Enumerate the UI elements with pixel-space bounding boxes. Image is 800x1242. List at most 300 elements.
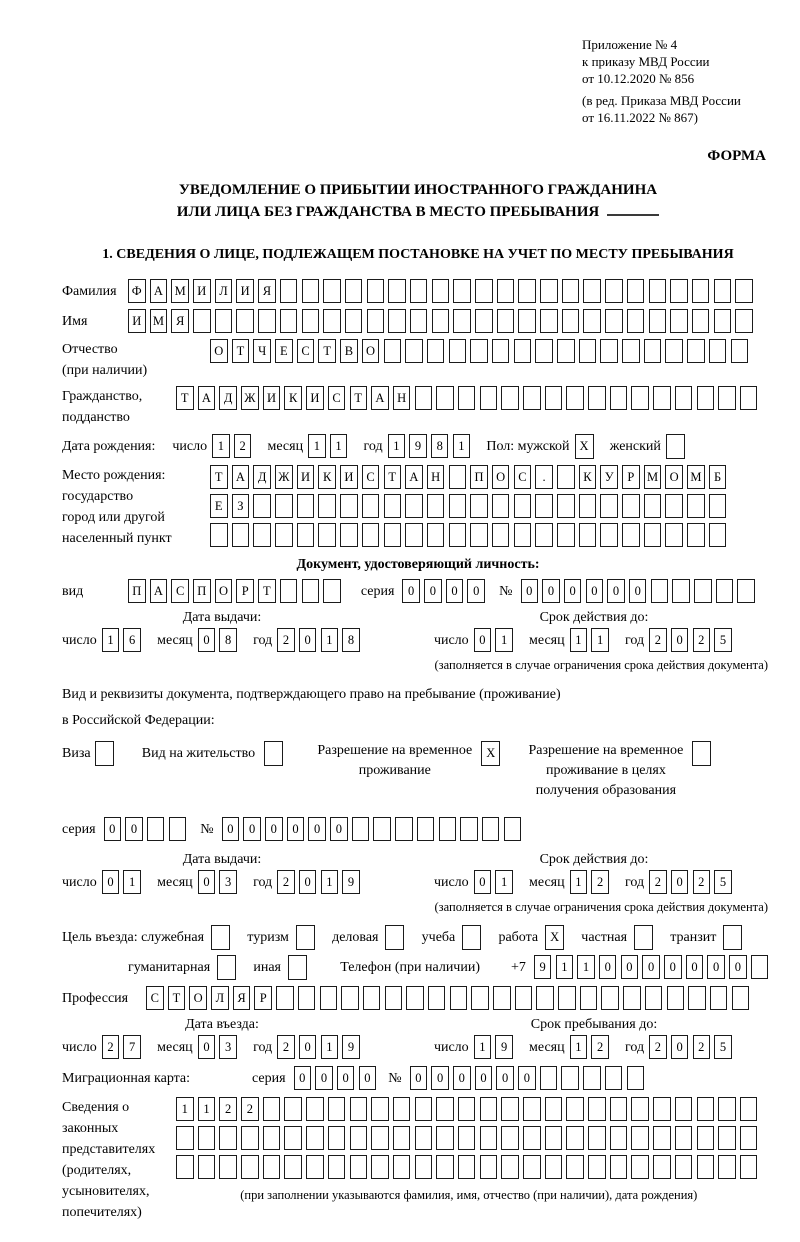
citizenship-boxes	[176, 386, 762, 410]
birth-place-block	[62, 465, 774, 552]
char-box	[665, 339, 683, 363]
char-box	[583, 1066, 601, 1090]
permit-number-boxes	[222, 817, 526, 841]
char-box	[384, 494, 402, 518]
char-box: 0	[621, 955, 639, 979]
char-box	[605, 1066, 623, 1090]
id-valid-year-boxes	[649, 628, 736, 652]
char-box	[600, 339, 618, 363]
stay-month-boxes	[570, 1035, 613, 1059]
char-box: 0	[467, 579, 485, 603]
form-title-line2: ИЛИ ЛИЦА БЕЗ ГРАЖДАНСТВА В МЕСТО ПРЕБЫВАНИЯ	[62, 201, 774, 223]
char-box	[388, 279, 406, 303]
char-box: С	[328, 386, 346, 410]
char-box	[417, 817, 435, 841]
char-box: И	[306, 386, 324, 410]
phone-prefix: +7	[511, 960, 526, 975]
char-box	[644, 494, 662, 518]
visa-checkbox	[95, 741, 118, 766]
char-box: 0	[294, 1066, 312, 1090]
char-box: 2	[591, 870, 609, 894]
patronymic-label: Отчество (при наличии)	[62, 342, 148, 378]
char-box: 0	[446, 579, 464, 603]
char-box: А	[198, 386, 216, 410]
char-box	[580, 986, 598, 1010]
char-box	[545, 1097, 563, 1121]
citizenship-label: Гражданство, подданство	[62, 389, 143, 425]
char-box: 0	[707, 955, 725, 979]
restriction-note: (заполняется в случае ограничения срока действия документа)	[434, 658, 768, 672]
char-box	[432, 309, 450, 333]
char-box	[323, 309, 341, 333]
surname-boxes	[128, 279, 757, 303]
entry-dates-head	[62, 1017, 774, 1033]
char-box	[415, 1097, 433, 1121]
patronymic-boxes	[210, 339, 752, 363]
char-box: X	[481, 741, 500, 766]
id-valid-day-boxes	[474, 628, 517, 652]
purpose-other-checkbox	[288, 955, 311, 980]
char-box	[302, 279, 320, 303]
char-box	[405, 494, 423, 518]
purpose-study-checkbox	[462, 925, 485, 950]
char-box: 1	[570, 870, 588, 894]
char-box: Л	[215, 279, 233, 303]
valid-until-label: Срок действия до:	[539, 852, 649, 867]
char-box	[579, 494, 597, 518]
char-box	[692, 741, 711, 766]
residence-doc-line1: Вид и реквизиты документа, подтверждающего право на пребывание (проживание)	[62, 687, 561, 702]
char-box	[523, 1097, 541, 1121]
char-box	[302, 579, 320, 603]
char-box	[610, 1126, 628, 1150]
char-box: 1	[330, 434, 348, 458]
char-box	[384, 523, 402, 547]
year-label: год	[253, 1040, 273, 1055]
char-box	[385, 986, 403, 1010]
char-box: Н	[393, 386, 411, 410]
char-box: Т	[210, 465, 228, 489]
char-box: 2	[277, 870, 295, 894]
char-box: Т	[176, 386, 194, 410]
given-name-row	[62, 309, 774, 334]
char-box	[415, 1126, 433, 1150]
char-box	[323, 579, 341, 603]
char-box	[651, 579, 669, 603]
char-box	[692, 279, 710, 303]
char-box: П	[128, 579, 146, 603]
annex-revision-line: (в ред. Приказа МВД России	[582, 93, 741, 108]
char-box	[363, 986, 381, 1010]
char-box	[627, 309, 645, 333]
purpose-transit-checkbox	[723, 925, 746, 950]
char-box	[280, 279, 298, 303]
char-box: Л	[211, 986, 229, 1010]
char-box	[371, 1097, 389, 1121]
char-box: 0	[671, 1035, 689, 1059]
char-box	[631, 1097, 649, 1121]
char-box	[740, 1126, 758, 1150]
permit-valid-day-boxes	[474, 870, 517, 894]
char-box	[501, 1126, 519, 1150]
char-box: Я	[171, 309, 189, 333]
char-box	[340, 494, 358, 518]
purpose-private-label: частная	[581, 930, 628, 945]
char-box	[350, 1126, 368, 1150]
char-box: 2	[649, 628, 667, 652]
char-box: 1	[453, 434, 471, 458]
char-box	[406, 986, 424, 1010]
char-box	[323, 279, 341, 303]
char-box: 9	[534, 955, 552, 979]
char-box: И	[263, 386, 281, 410]
char-box	[692, 309, 710, 333]
char-box	[384, 339, 402, 363]
char-box	[371, 1155, 389, 1179]
char-box	[198, 1155, 216, 1179]
char-box: 8	[219, 628, 237, 652]
char-box: К	[284, 386, 302, 410]
char-box	[449, 494, 467, 518]
char-box	[475, 279, 493, 303]
purpose-tourism-label: туризм	[247, 930, 289, 945]
residence-permit-option	[142, 741, 288, 766]
char-box: 0	[299, 628, 317, 652]
char-box	[393, 1155, 411, 1179]
char-box	[147, 817, 165, 841]
char-box: Я	[258, 279, 276, 303]
char-box	[345, 309, 363, 333]
char-box	[631, 1155, 649, 1179]
char-box	[737, 579, 755, 603]
char-box	[735, 279, 753, 303]
char-box	[687, 339, 705, 363]
char-box	[523, 386, 541, 410]
char-box: 0	[607, 579, 625, 603]
char-box	[557, 523, 575, 547]
char-box	[649, 309, 667, 333]
char-box	[480, 1097, 498, 1121]
char-box	[275, 523, 293, 547]
given-name-label: Имя	[62, 314, 88, 329]
day-label: число	[433, 633, 469, 648]
char-box	[514, 494, 532, 518]
purpose-work-checkbox	[545, 925, 568, 950]
char-box	[675, 1097, 693, 1121]
id-doc-dates-head	[62, 610, 774, 626]
char-box: Б	[709, 465, 727, 489]
char-box	[367, 279, 385, 303]
permit-valid-year-boxes	[649, 870, 736, 894]
stay-year-boxes	[649, 1035, 736, 1059]
char-box	[557, 494, 575, 518]
series-label: серия	[62, 822, 96, 837]
char-box	[410, 279, 428, 303]
char-box: 2	[693, 628, 711, 652]
char-box	[675, 1155, 693, 1179]
char-box	[210, 523, 228, 547]
char-box	[306, 1126, 324, 1150]
purpose-other-label: иная	[253, 960, 281, 975]
char-box: С	[297, 339, 315, 363]
char-box: 5	[714, 1035, 732, 1059]
char-box	[253, 523, 271, 547]
blank-underline	[607, 214, 659, 216]
surname-row	[62, 279, 774, 304]
char-box	[697, 1155, 715, 1179]
month-label: месяц	[157, 875, 193, 890]
char-box	[672, 579, 690, 603]
char-box: 1	[308, 434, 326, 458]
char-box	[471, 986, 489, 1010]
char-box: С	[514, 465, 532, 489]
char-box	[605, 309, 623, 333]
migration-card-row	[62, 1066, 774, 1091]
char-box	[458, 1155, 476, 1179]
char-box: 0	[102, 870, 120, 894]
char-box	[449, 523, 467, 547]
char-box: К	[579, 465, 597, 489]
guardians-block	[62, 1097, 774, 1223]
char-box: 1	[212, 434, 230, 458]
char-box	[622, 494, 640, 518]
char-box: 0	[125, 817, 143, 841]
char-box	[306, 1155, 324, 1179]
char-box: П	[193, 579, 211, 603]
month-label: месяц	[529, 1040, 565, 1055]
char-box	[627, 279, 645, 303]
char-box: С	[146, 986, 164, 1010]
char-box	[504, 817, 522, 841]
char-box	[709, 494, 727, 518]
char-box	[535, 339, 553, 363]
annex-block	[582, 36, 774, 126]
char-box	[583, 279, 601, 303]
char-box	[241, 1126, 259, 1150]
char-box	[492, 494, 510, 518]
visa-option	[62, 741, 118, 766]
char-box: С	[362, 465, 380, 489]
temp-permit-edu-checkbox	[692, 741, 715, 766]
char-box	[501, 1155, 519, 1179]
char-box: 0	[402, 579, 420, 603]
char-box	[579, 523, 597, 547]
entry-date-label: Дата въезда:	[185, 1017, 259, 1032]
char-box	[670, 279, 688, 303]
char-box	[427, 494, 445, 518]
char-box	[670, 309, 688, 333]
char-box: Я	[233, 986, 251, 1010]
char-box	[395, 817, 413, 841]
char-box: 0	[337, 1066, 355, 1090]
residence-permit-checkbox	[264, 741, 287, 766]
char-box: О	[189, 986, 207, 1010]
char-box	[350, 1097, 368, 1121]
char-box	[350, 1155, 368, 1179]
char-box	[280, 579, 298, 603]
char-box	[535, 494, 553, 518]
char-box	[298, 986, 316, 1010]
char-box	[264, 741, 283, 766]
char-box: Т	[318, 339, 336, 363]
char-box: 0	[629, 579, 647, 603]
char-box	[653, 386, 671, 410]
id-issue-day-boxes	[102, 628, 145, 652]
entry-day-boxes	[102, 1035, 145, 1059]
char-box	[393, 1126, 411, 1150]
char-box: 0	[599, 955, 617, 979]
char-box: Е	[275, 339, 293, 363]
char-box	[697, 1097, 715, 1121]
year-label: год	[625, 1040, 645, 1055]
char-box: 1	[123, 870, 141, 894]
char-box	[605, 279, 623, 303]
char-box: 0	[299, 870, 317, 894]
char-box	[462, 925, 481, 950]
purpose-official-checkbox	[211, 925, 234, 950]
purpose-humanitarian-checkbox	[217, 955, 240, 980]
char-box	[492, 523, 510, 547]
char-box	[470, 523, 488, 547]
char-box: З	[232, 494, 250, 518]
char-box	[497, 279, 515, 303]
char-box	[714, 279, 732, 303]
char-box	[352, 817, 370, 841]
char-box: 1	[495, 870, 513, 894]
char-box	[211, 925, 230, 950]
char-box	[470, 494, 488, 518]
char-box: 9	[495, 1035, 513, 1059]
day-label: число	[433, 875, 469, 890]
char-box: 1	[321, 870, 339, 894]
char-box	[415, 386, 433, 410]
char-box: 2	[241, 1097, 259, 1121]
char-box: О	[210, 339, 228, 363]
char-box: 0	[671, 628, 689, 652]
char-box: 2	[234, 434, 252, 458]
char-box	[436, 1155, 454, 1179]
char-box	[480, 1155, 498, 1179]
issue-date-label: Дата выдачи:	[182, 852, 262, 867]
char-box	[176, 1126, 194, 1150]
annex-line: от 10.12.2020 № 856	[582, 71, 695, 86]
char-box	[561, 1066, 579, 1090]
char-box: 0	[330, 817, 348, 841]
char-box	[545, 386, 563, 410]
char-box	[675, 386, 693, 410]
char-box: Ф	[128, 279, 146, 303]
char-box	[751, 955, 769, 979]
month-label: месяц	[157, 1040, 193, 1055]
char-box	[217, 955, 236, 980]
char-box	[253, 494, 271, 518]
char-box	[653, 1126, 671, 1150]
char-box	[371, 1126, 389, 1150]
patronymic-row	[62, 339, 774, 381]
annex-line: к приказу МВД России	[582, 54, 710, 69]
char-box: 0	[198, 870, 216, 894]
char-box	[610, 386, 628, 410]
char-box: И	[297, 465, 315, 489]
char-box	[493, 986, 511, 1010]
char-box: Д	[253, 465, 271, 489]
series-label: серия	[252, 1071, 286, 1086]
char-box	[328, 1097, 346, 1121]
char-box: В	[340, 339, 358, 363]
char-box	[501, 1097, 519, 1121]
residence-permit-label: Вид на жительство	[141, 746, 256, 761]
char-box: К	[318, 465, 336, 489]
char-box: 3	[219, 1035, 237, 1059]
char-box	[328, 1126, 346, 1150]
char-box	[518, 309, 536, 333]
char-box: 1	[570, 628, 588, 652]
char-box	[275, 494, 293, 518]
char-box	[362, 523, 380, 547]
char-box	[666, 434, 685, 459]
birth-place-row1-boxes	[210, 465, 731, 489]
char-box	[501, 386, 519, 410]
identity-doc-heading: Документ, удостоверяющий личность:	[296, 557, 540, 572]
day-label: число	[62, 875, 97, 890]
char-box	[709, 339, 727, 363]
phone-label: Телефон (при наличии)	[340, 960, 480, 975]
purpose-work-label: работа	[498, 930, 539, 945]
char-box	[566, 1097, 584, 1121]
char-box: 0	[475, 1066, 493, 1090]
char-box	[284, 1126, 302, 1150]
permit-issue-year-boxes	[277, 870, 364, 894]
permit-dates-row	[62, 870, 774, 895]
kind-label: вид	[62, 584, 84, 599]
char-box: 0	[564, 579, 582, 603]
char-box	[514, 523, 532, 547]
char-box	[653, 1097, 671, 1121]
birth-place-boxes	[210, 465, 731, 552]
year-label: год	[363, 439, 383, 454]
char-box	[697, 1126, 715, 1150]
permit-issue-month-boxes	[198, 870, 241, 894]
guardians-note: (при заполнении указываются фамилия, имя, отчество (при наличии), дата рождения)	[240, 1188, 698, 1202]
char-box: 0	[664, 955, 682, 979]
char-box: 2	[591, 1035, 609, 1059]
char-box	[566, 1155, 584, 1179]
birth-place-row3-boxes	[210, 523, 731, 547]
char-box	[710, 986, 728, 1010]
char-box: О	[665, 465, 683, 489]
char-box: 2	[649, 1035, 667, 1059]
char-box	[219, 1155, 237, 1179]
section1-heading: 1. СВЕДЕНИЯ О ЛИЦЕ, ПОДЛЕЖАЩЕМ ПОСТАНОВКЕ НА УЧЕТ ПО МЕСТУ ПРЕБЫВАНИЯ	[102, 247, 734, 262]
char-box: Ч	[253, 339, 271, 363]
id-doc-kind-row	[62, 579, 774, 604]
char-box: 0	[315, 1066, 333, 1090]
char-box: 1	[102, 628, 120, 652]
birth-date-row	[62, 434, 774, 459]
char-box: М	[171, 279, 189, 303]
char-box: Р	[622, 465, 640, 489]
char-box	[393, 1097, 411, 1121]
char-box: А	[150, 579, 168, 603]
guardians-label: Сведения о законных представителях (родителях, усыновителях, попечителях)	[62, 1100, 156, 1220]
char-box: 3	[219, 870, 237, 894]
sex-female-checkbox	[666, 434, 689, 459]
stay-until-label: Срок пребывания до:	[530, 1017, 658, 1032]
char-box	[453, 309, 471, 333]
char-box	[436, 386, 454, 410]
char-box: И	[193, 279, 211, 303]
sex-male-checkbox	[575, 434, 598, 459]
